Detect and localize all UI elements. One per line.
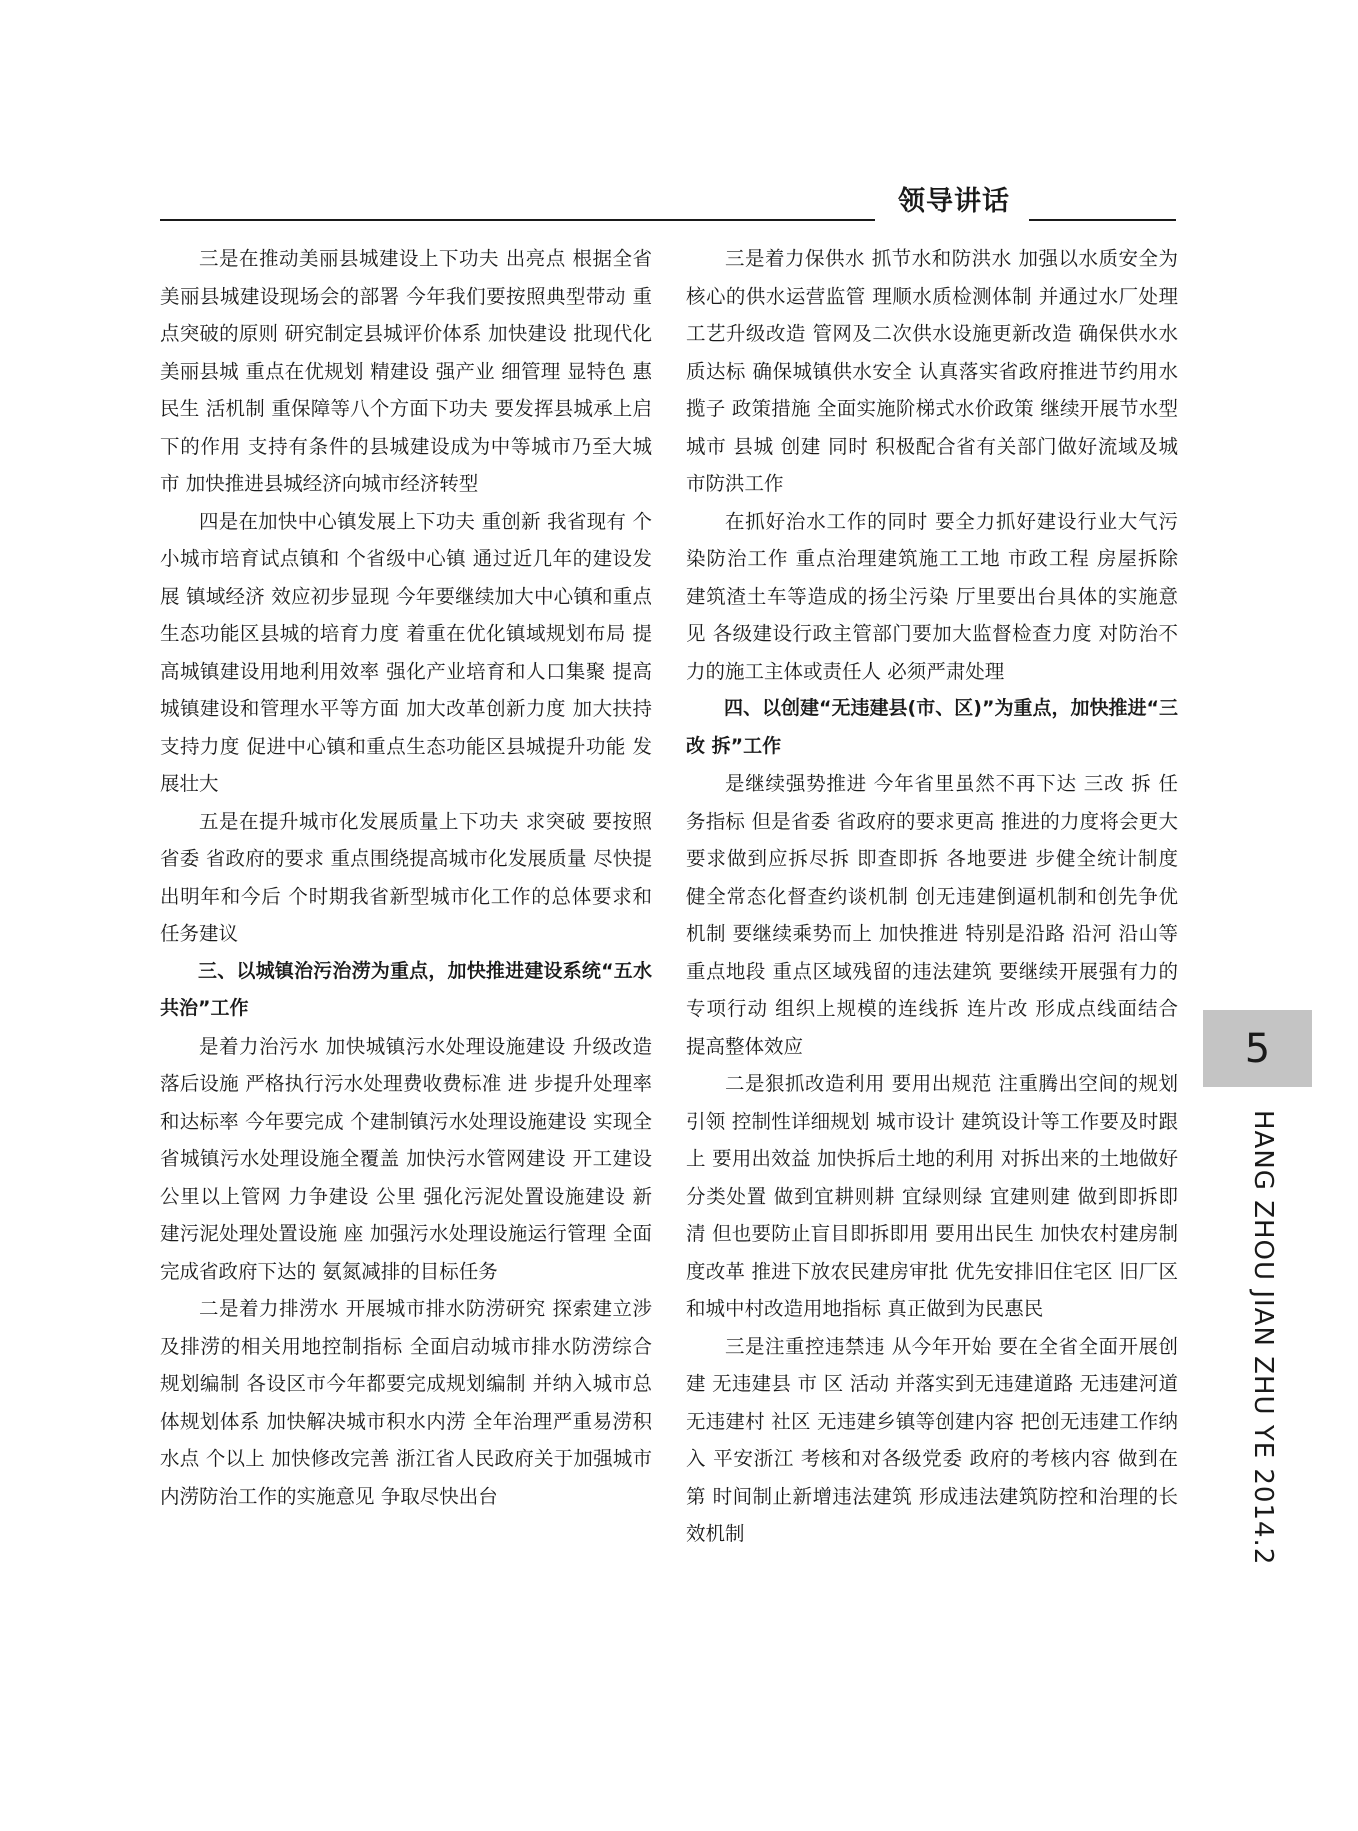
right-column (686, 240, 1178, 1553)
paragraph: 五是在提升城市化发展质量上下功夫 求突破 要按照省委 省政府的要求 重点围绕提高城市化发展质量 尽快提出明年和今后 个时期我省新型城市化工作的总体要求和任务建议 (160, 809, 652, 945)
section-heading: 四、以创建“无违建县(市、区)”为重点，加快推进“三改 拆”工作 (686, 697, 1178, 757)
journal-name-vertical: HANG ZHOU JIAN ZHU YE 2014.2 (1248, 1110, 1278, 1566)
paragraph: 四是在加快中心镇发展上下功夫 重创新 我省现有 个小城市培育试点镇和 个省级中心镇 通过近几年的建设发展 镇域经济 效应初步显现 今年要继续加大中心镇和重点生态功能区县城的培育力度 着重在优化镇域规划布局 提高城镇建设用地利用效率 强化产业培育和人口集聚 提高城镇建设和管理水平等方面 加大改革创新力度 加大扶持支持力度 促进中心镇和重点生态功能区县城提升功能 发展壮大 (160, 509, 652, 795)
page-number: 5 (1244, 1025, 1271, 1072)
paragraph: 是着力治污水 加快城镇污水处理设施建设 升级改造落后设施 严格执行污水处理费收费标准 进 步提升处理率和达标率 今年要完成 个建制镇污水处理设施建设 实现全省城镇污水处理设施全覆盖 加快污水管网建设 开工建设 公里以上管网 力争建设 公里 强化污泥处置设施建设 新建污泥处理处置设施 座 加强污水处理设施运行管理 全面完成省政府下达的 氨氮减排的目标任务 (160, 1034, 652, 1283)
header-rule-right (1029, 219, 1176, 221)
paragraph: 在抓好治水工作的同时 要全力抓好建设行业大气污染防治工作 重点治理建筑施工工地 市政工程 房屋拆除 建筑渣土车等造成的扬尘污染 厅里要出台具体的实施意见 各级建设行政主管部门要加大监督检查力度 对防治不力的施工主体或责任人 必须严肃处理 (686, 509, 1178, 683)
paragraph: 是继续强势推进 今年省里虽然不再下达 三改 拆 任务指标 但是省委 省政府的要求更高 推进的力度将会更大 要求做到应拆尽拆 即查即拆 各地要进 步健全统计制度 健全常态化督查约谈机制 创无违建倒逼机制和创先争优机制 要继续乘势而上 加快推进 特别是沿路 沿河 沿山等重点地段 重点区域残留的违法建筑 要继续开展强有力的专项行动 组织上规模的连线拆 连片改 形成点线面结合 提高整体效应 (686, 772, 1178, 1058)
paragraph: 三是着力保供水 抓节水和防洪水 加强以水质安全为核心的供水运营监管 理顺水质检测体制 并通过水厂处理工艺升级改造 管网及二次供水设施更新改造 确保供水水质达标 确保城镇供水安全 认真落实省政府推进节约用水 揽子 政策措施 全面实施阶梯式水价政策 继续开展节水型城市 县城 创建 同时 积极配合省有关部门做好流域及城市防洪工作 (686, 247, 1178, 495)
paragraph: 二是着力排涝水 开展城市排水防涝研究 探索建立涉及排涝的相关用地控制指标 全面启动城市排水防涝综合规划编制 各设区市今年都要完成规划编制 并纳入城市总体规划体系 加快解决城市积水内涝 全年治理严重易涝积水点 个以上 加快修改完善 浙江省人民政府关于加强城市内涝防治工作的实施意见 争取尽快出台 (160, 1297, 652, 1508)
left-column (160, 240, 652, 1515)
header-rule-left (160, 219, 875, 221)
section-title: 领导讲话 (898, 186, 1010, 217)
section-heading: 三、以城镇治污治涝为重点，加快推进建设系统“五水共治”工作 (160, 959, 652, 1019)
paragraph: 三是注重控违禁违 从今年开始 要在全省全面开展创建 无违建县 市 区 活动 并落实到无违建道路 无违建河道 无违建村 社区 无违建乡镇等创建内容 把创无违建工作纳入 平安浙江 考核和对各级党委 政府的考核内容 做到在第 时间制止新增违法建筑 形成违法建筑防控和治理的长效机制 (686, 1334, 1178, 1545)
paragraph: 三是在推动美丽县城建设上下功夫 出亮点 根据全省美丽县城建设现场会的部署 今年我们要按照典型带动 重点突破的原则 研究制定县城评价体系 加快建设 批现代化美丽县城 重点在优规划 精建设 强产业 细管理 显特色 惠民生 活机制 重保障等八个方面下功夫 要发挥县城承上启下的作用 支持有条件的县城建设成为中等城市乃至大城市 加快推进县城经济向城市经济转型 (160, 247, 652, 495)
page-number-tab (1203, 1010, 1312, 1087)
paragraph: 二是狠抓改造利用 要用出规范 注重腾出空间的规划引领 控制性详细规划 城市设计 建筑设计等工作要及时跟上 要用出效益 加快拆后土地的利用 对拆出来的土地做好分类处置 做到宜耕则耕 宜绿则绿 宜建则建 做到即拆即清 但也要防止盲目即拆即用 要用出民生 加快农村建房制度改革 推进下放农民建房审批 优先安排旧住宅区 旧厂区和城中村改造用地指标 真正做到为民惠民 (686, 1072, 1178, 1320)
